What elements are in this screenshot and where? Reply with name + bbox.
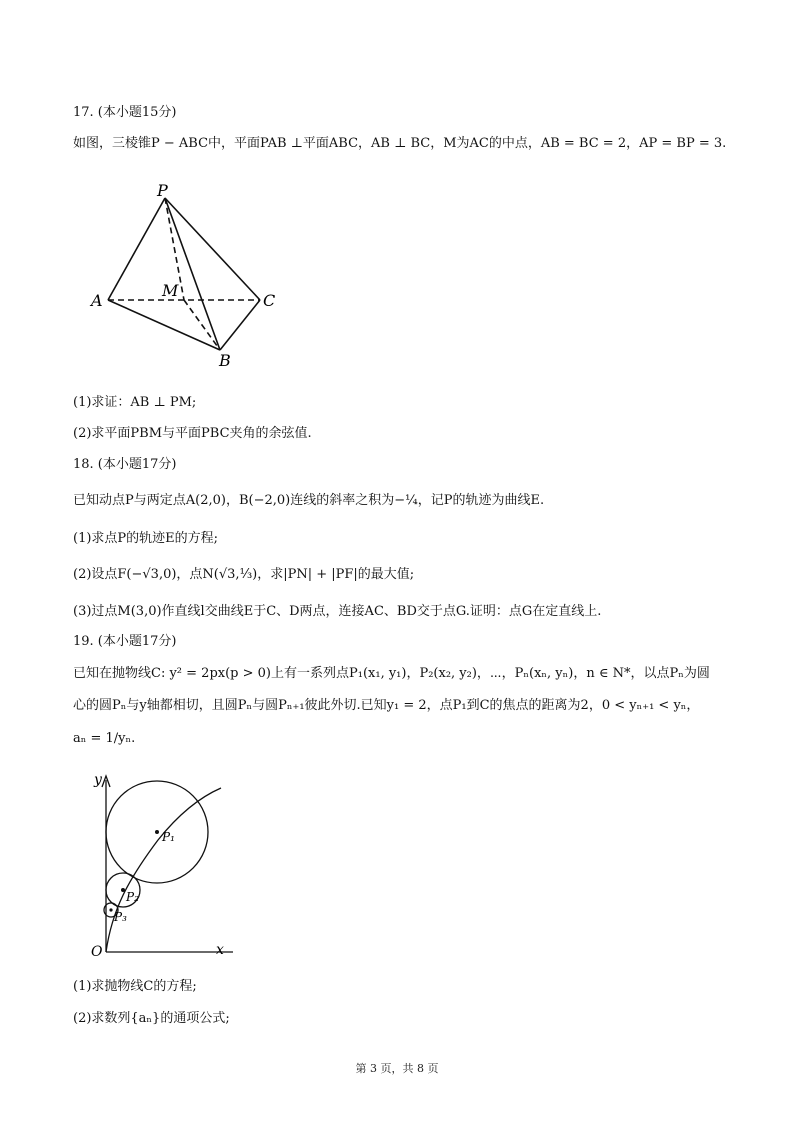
label-B: B bbox=[219, 351, 231, 370]
label-A: A bbox=[91, 291, 103, 310]
label-P2: P₂ bbox=[126, 890, 139, 904]
q19-header: 19. (本小题17分) bbox=[73, 634, 177, 649]
q19-stem-line1: 已知在抛物线C: y² = 2px(p > 0)上有一系列点P₁(x₁, y₁)，P₂(x₂, y₂)，⋯，Pₙ(xₙ, yₙ)，n ∈ N*，以点Pₙ为圆 bbox=[73, 666, 710, 681]
q18-stem: 已知动点P与两定点A(2,0)，B(−2,0)连线的斜率之积为−¼，记P的轨迹为曲线E. bbox=[73, 493, 545, 508]
q18-header: 18. (本小题17分) bbox=[73, 457, 177, 472]
q17-header: 17. (本小题15分) bbox=[73, 105, 177, 120]
axis-y-label: y bbox=[94, 772, 102, 788]
q18-part1: (1)求点P的轨迹E的方程; bbox=[73, 531, 219, 546]
tetrahedron-figure bbox=[88, 178, 288, 373]
q19-part2: (2)求数列{aₙ}的通项公式; bbox=[73, 1011, 230, 1026]
q17-part1: (1)求证：AB ⊥ PM; bbox=[73, 395, 197, 410]
label-P1: P₁ bbox=[162, 830, 175, 844]
q18-part3: (3)过点M(3,0)作直线l交曲线E于C、D两点，连接AC、BD交于点G.证明：点G在定直线上. bbox=[73, 604, 602, 619]
origin-label: O bbox=[91, 944, 103, 960]
q19-stem-line2: 心的圆Pₙ与y轴都相切，且圆Pₙ与圆Pₙ₊₁彼此外切.已知y₁ = 2，点P₁到C的焦点的距离为2，0 < yₙ₊₁ < yₙ， bbox=[73, 698, 700, 713]
parabola-circles-figure bbox=[88, 770, 243, 960]
axis-x-label: x bbox=[216, 942, 224, 958]
label-M: M bbox=[162, 281, 179, 300]
q19-part1: (1)求抛物线C的方程; bbox=[73, 979, 197, 994]
q17-stem: 如图，三棱锥P − ABC中，平面PAB ⊥平面ABC，AB ⊥ BC，M为AC的中点，AB = BC = 2，AP = BP = 3. bbox=[73, 136, 727, 151]
label-C: C bbox=[263, 291, 276, 310]
q17-part2: (2)求平面PBM与平面PBC夹角的余弦值. bbox=[73, 426, 312, 441]
q19-stem-line3: aₙ = 1/yₙ. bbox=[73, 731, 136, 746]
label-P: P bbox=[157, 181, 168, 200]
label-P3: P₃ bbox=[114, 910, 127, 924]
q18-part2: (2)设点F(−√3,0)，点N(√3,⅓)，求|PN| + |PF|的最大值; bbox=[73, 567, 415, 582]
page-footer: 第 3 页，共 8 页 bbox=[355, 1062, 439, 1075]
